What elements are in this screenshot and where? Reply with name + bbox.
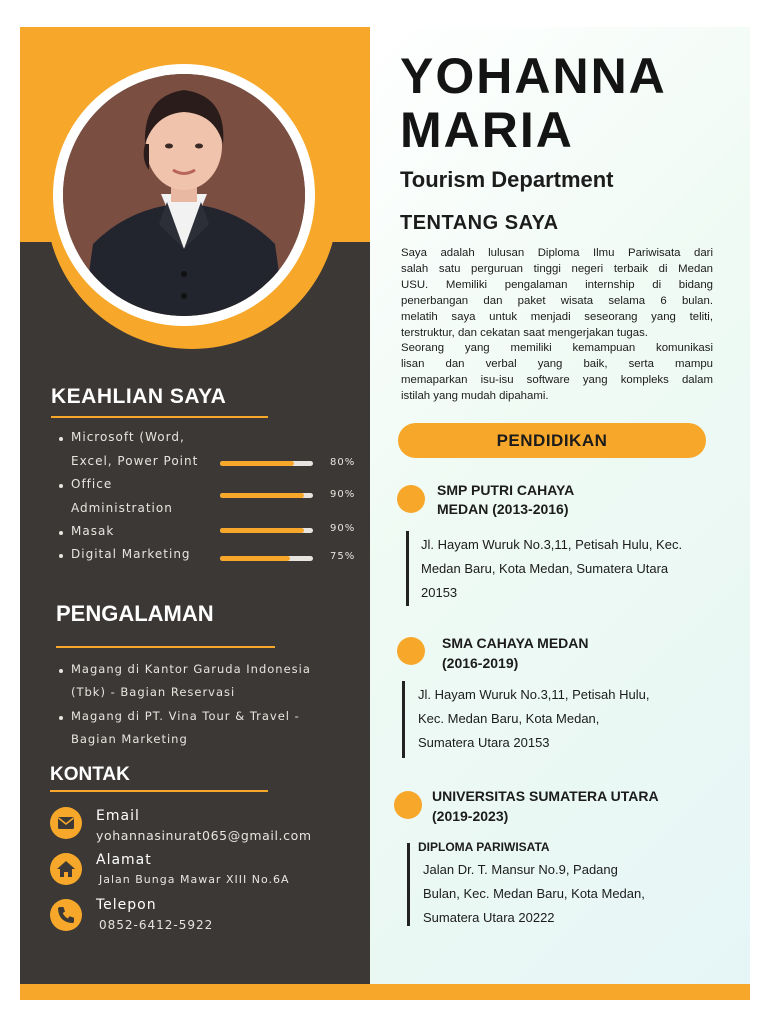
education-2-title1: SMA CAHAYA MEDAN	[442, 635, 589, 651]
person-illustration	[63, 74, 305, 316]
education-2-addr1: Jl. Hayam Wuruk No.3,11, Petisah Hulu,	[418, 687, 650, 702]
education-heading-pill	[398, 423, 706, 458]
skill-2-bar	[220, 493, 313, 498]
education-3-addr2: Bulan, Kec. Medan Baru, Kota Medan,	[423, 886, 645, 901]
experience-2-line1: Magang di PT. Vina Tour & Travel -	[71, 709, 300, 723]
skill-1-percent: 80%	[330, 457, 356, 468]
skills-heading: KEAHLIAN SAYA	[51, 385, 227, 408]
skill-2-line1: Office	[71, 477, 113, 491]
education-3-marker	[394, 791, 422, 819]
education-1-title2: MEDAN (2013-2016)	[437, 501, 569, 517]
skill-1-line1: Microsoft (Word,	[71, 430, 185, 444]
contact-divider	[50, 790, 268, 792]
name-line2: MARIA	[400, 102, 574, 158]
experience-1-line1: Magang di Kantor Garuda Indonesia	[71, 662, 311, 676]
education-3-line	[407, 843, 410, 926]
about-heading: TENTANG SAYA	[400, 212, 559, 234]
education-3-title2: (2019-2023)	[432, 808, 509, 824]
education-2-addr3: Sumatera Utara 20153	[418, 735, 550, 750]
skill-3-bar-fill	[220, 528, 304, 533]
education-1-line	[406, 531, 409, 606]
experience-divider	[56, 646, 275, 648]
education-2-line	[402, 681, 405, 758]
education-2-title2: (2016-2019)	[442, 655, 519, 671]
skill-4-bar-fill	[220, 556, 290, 561]
education-1-title1: SMP PUTRI CAHAYA	[437, 482, 575, 498]
skill-2-line2: Administration	[71, 501, 173, 515]
skill-3-bar	[220, 528, 313, 533]
email-icon	[50, 807, 82, 839]
profile-photo-ring	[46, 57, 338, 349]
education-3-addr1: Jalan Dr. T. Mansur No.9, Padang	[423, 862, 618, 877]
skill-1-bar-fill	[220, 461, 294, 466]
email-label: Email	[96, 808, 140, 824]
education-1-marker	[397, 485, 425, 513]
email-value[interactable]: yohannasinurat065@gmail.com	[96, 828, 312, 843]
address-label: Alamat	[96, 852, 152, 868]
skill-3-percent: 90%	[330, 523, 356, 534]
education-1-addr2: Medan Baru, Kota Medan, Sumatera Utara	[421, 561, 669, 576]
contact-heading: KONTAK	[50, 764, 130, 785]
education-3-degree: DIPLOMA PARIWISATA	[418, 840, 550, 854]
education-3-title1: UNIVERSITAS SUMATERA UTARA	[432, 788, 659, 804]
skill-1-line2: Excel, Power Point	[71, 454, 199, 468]
bottom-accent-bar	[20, 984, 750, 1000]
skill-4-bar	[220, 556, 313, 561]
education-1-addr1: Jl. Hayam Wuruk No.3,11, Petisah Hulu, Kec.	[421, 537, 683, 552]
experience-2-line2: Bagian Marketing	[71, 732, 188, 746]
phone-icon	[50, 899, 82, 931]
skill-1-bar	[220, 461, 313, 466]
profile-photo	[63, 74, 305, 316]
education-2-marker	[397, 637, 425, 665]
skills-divider	[51, 416, 268, 418]
skill-4-percent: 75%	[330, 551, 356, 562]
home-icon	[50, 853, 82, 885]
education-2-addr2: Kec. Medan Baru, Kota Medan,	[418, 711, 600, 726]
address-value: Jalan Bunga Mawar XIII No.6A	[99, 873, 290, 886]
name-line1: YOHANNA	[400, 48, 667, 104]
education-3-addr3: Sumatera Utara 20222	[423, 910, 555, 925]
experience-heading: PENGALAMAN	[56, 601, 214, 626]
education-1-addr3: 20153	[421, 585, 458, 600]
skill-3-line1: Masak	[71, 524, 115, 538]
education-heading: PENDIDIKAN	[496, 431, 608, 450]
department-title: Tourism Department	[400, 167, 614, 192]
skill-2-percent: 90%	[330, 489, 356, 500]
experience-1-line2: (Tbk) - Bagian Reservasi	[71, 685, 236, 699]
phone-value[interactable]: 0852-6412-5922	[99, 918, 214, 932]
about-text: Saya adalah lulusan Diploma Ilmu Pariwisata dari salah satu perguruan tinggi negeri terbaik di Medan USU. Memiliki pengalaman internship di bidang penerbangan dan paket wisata selama 6 bulan. melatih saya untuk menjadi seseorang yang teliti, terstruktur, dan cekatan saat mengerjakan tugas. Seorang yang memiliki kemampuan komunikasi lisan dan verbal yang baik, serta mampu memaparkan isu-isu software yang kompleks dalam istilah yang mudah dipahami.	[401, 247, 713, 403]
skill-4-line1: Digital Marketing	[71, 547, 191, 561]
skill-2-bar-fill	[220, 493, 304, 498]
phone-label: Telepon	[96, 897, 157, 913]
